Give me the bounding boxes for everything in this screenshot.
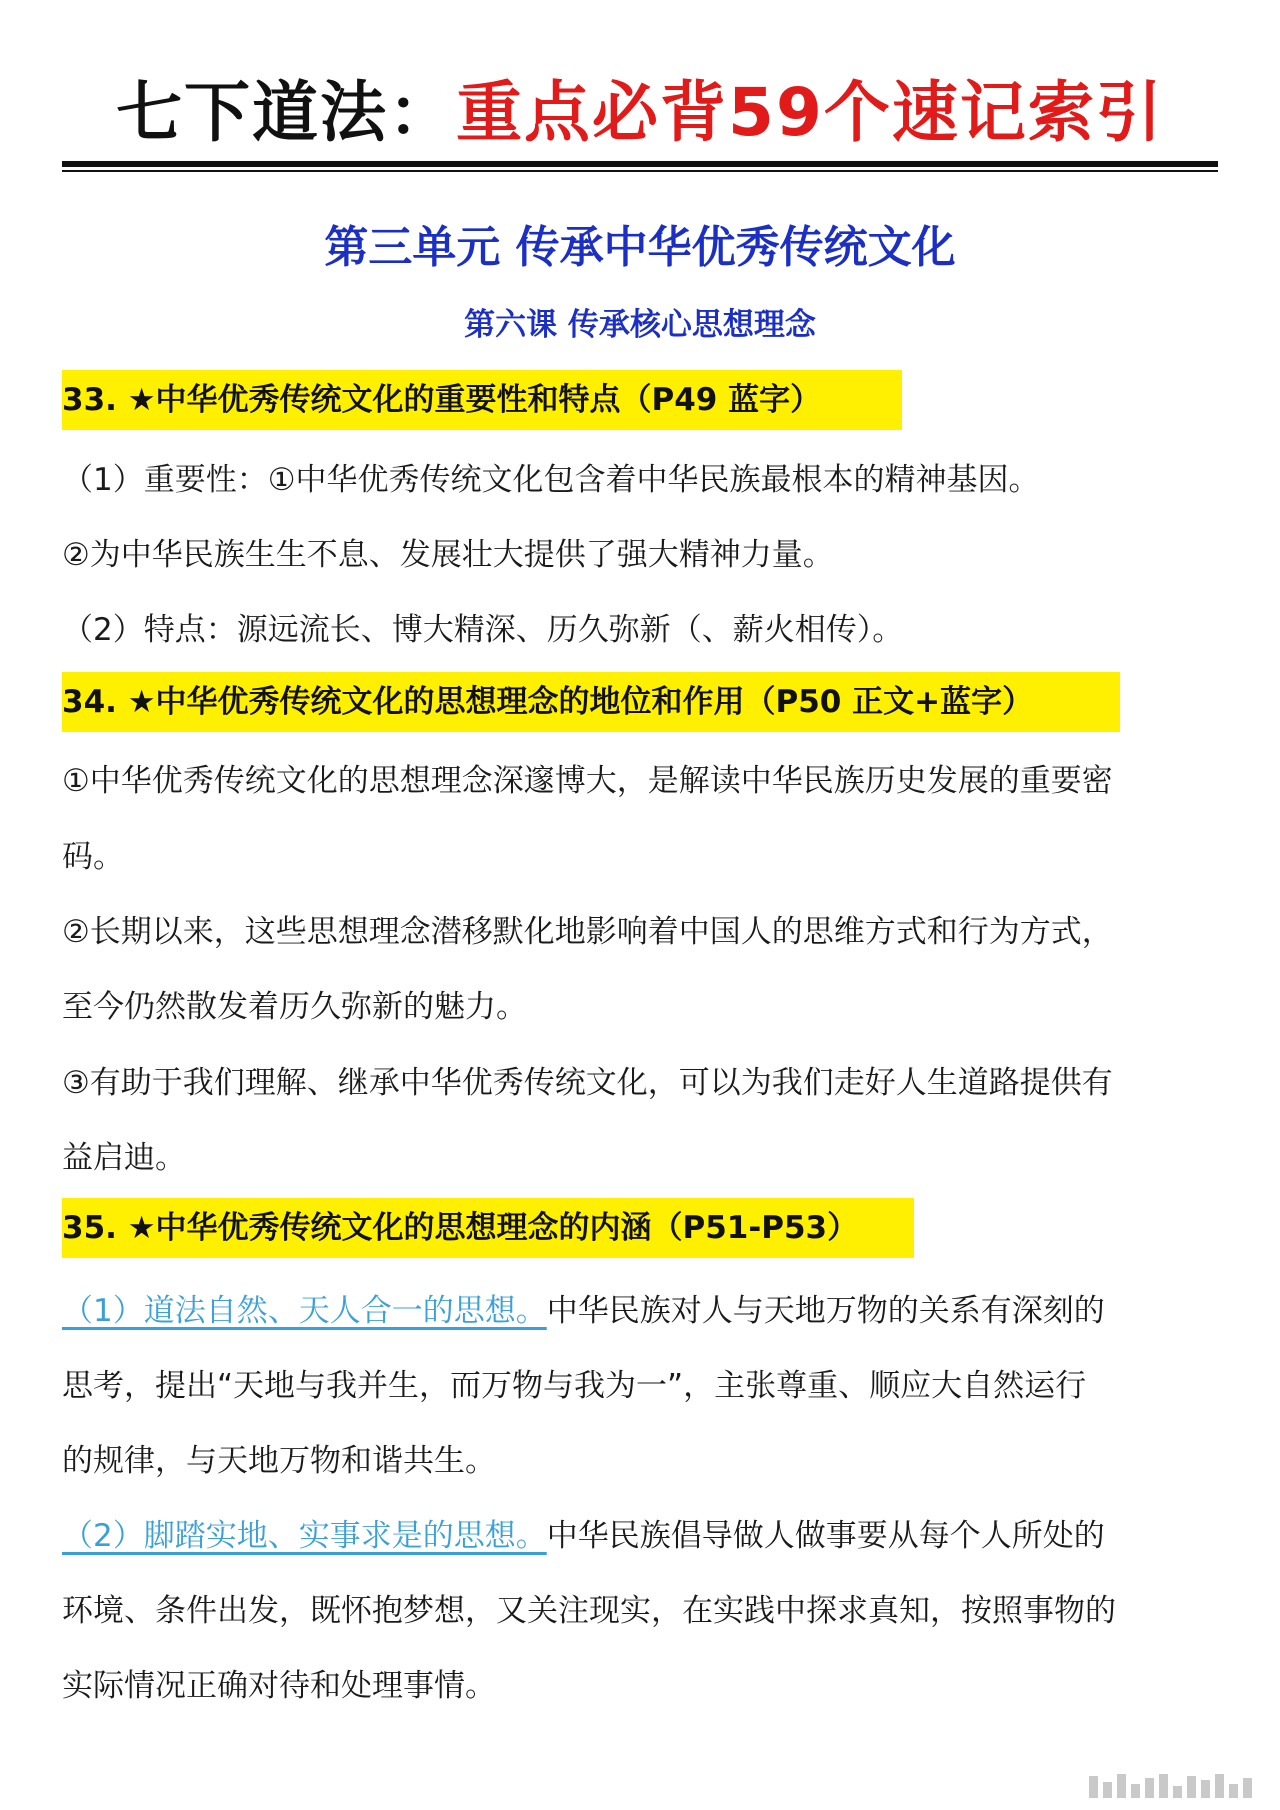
section-34-line-1: ①中华优秀传统文化的思想理念深邃博大，是解读中华民族历史发展的重要密 (62, 763, 1113, 799)
unit-heading: 第三单元 传承中华优秀传统文化 (324, 222, 956, 273)
point-2-text: 中华民族倡导做人做事要从每个人所处的 (546, 1518, 1105, 1554)
section-33-line-3: （2）特点：源远流长、博大精深、历久弥新（、薪火相传）。 (62, 612, 904, 648)
section-35-point-1-line-3: 的规律，与天地万物和谐共生。 (62, 1443, 496, 1479)
section-35-point-1-line-2: 思考，提出“天地与我并生，而万物与我为一”，主张尊重、顺应大自然运行 (62, 1368, 1087, 1404)
point-2-link[interactable]: （2）脚踏实地、实事求是的思想。 (62, 1518, 547, 1554)
watermark-logo-icon (1089, 1774, 1252, 1798)
page-title (62, 68, 1218, 158)
section-34-line-3: ②长期以来，这些思想理念潜移默化地影响着中国人的思维方式和行为方式， (62, 914, 1113, 950)
title-black-part: 七下道法： (116, 74, 457, 151)
section-35-point-2-line-2: 环境、条件出发，既怀抱梦想，又关注现实，在实践中探求真知，按照事物的 (62, 1593, 1116, 1629)
section-34-line-2: 码。 (62, 839, 124, 875)
point-1-link[interactable]: （1）道法自然、天人合一的思想。 (62, 1293, 547, 1329)
lesson-heading: 第六课 传承核心思想理念 (464, 307, 816, 343)
point-1-text: 中华民族对人与天地万物的关系有深刻的 (546, 1293, 1105, 1329)
section-35-point-2-first-line (62, 1511, 1222, 1561)
section-33-line-2: ②为中华民族生生不息、发展壮大提供了强大精神力量。 (62, 537, 834, 573)
section-35-point-2-line-3: 实际情况正确对待和处理事情。 (62, 1668, 496, 1704)
section-34-line-4: 至今仍然散发着历久弥新的魅力。 (62, 989, 527, 1025)
title-divider-thin (62, 170, 1218, 172)
section-34-line-5: ③有助于我们理解、继承中华优秀传统文化，可以为我们走好人生道路提供有 (62, 1065, 1113, 1101)
section-33-heading: 33. ★中华优秀传统文化的重要性和特点（P49 蓝字） (62, 370, 902, 430)
title-red-part: 重点必背59个速记索引 (456, 74, 1164, 151)
section-35-point-1-first-line (62, 1286, 1222, 1336)
section-33-line-1: （1）重要性：①中华优秀传统文化包含着中华民族最根本的精神基因。 (62, 462, 1040, 498)
section-34-line-6: 益启迪。 (62, 1140, 186, 1176)
title-divider-thick (62, 161, 1218, 167)
section-34-heading: 34. ★中华优秀传统文化的思想理念的地位和作用（P50 正文+蓝字） (62, 672, 1120, 732)
section-35-heading: 35. ★中华优秀传统文化的思想理念的内涵（P51-P53） (62, 1198, 914, 1258)
